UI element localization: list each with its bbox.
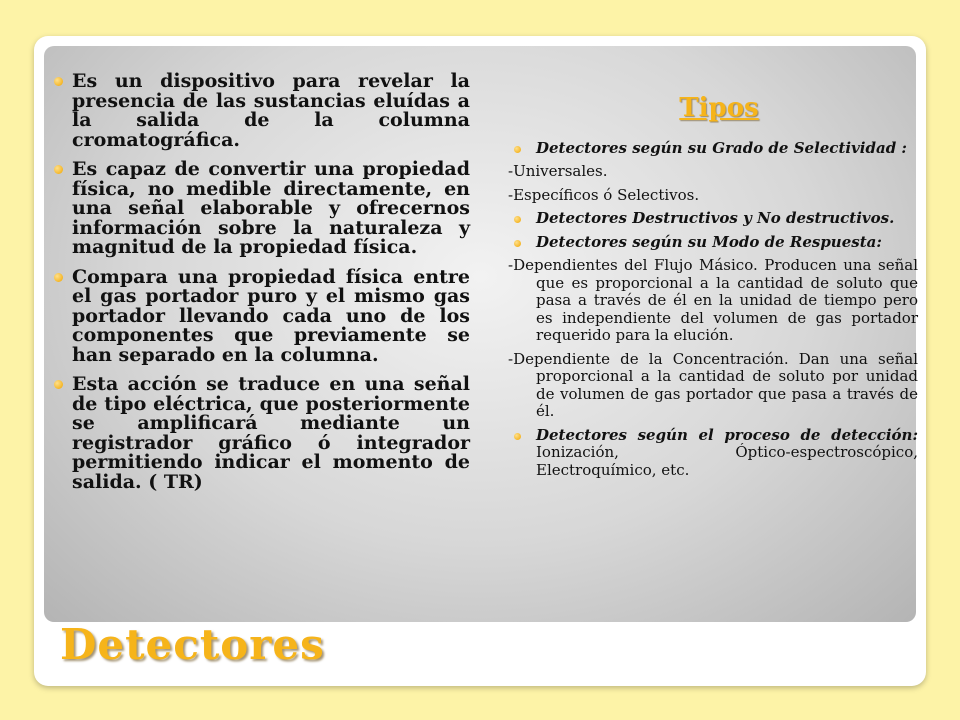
bullet-dot-icon	[514, 216, 521, 223]
right-bullet-respuesta	[508, 234, 918, 252]
right-bullet-text: Detectores Destructivos y No destructivos.	[536, 209, 895, 227]
left-bullet-item	[52, 265, 470, 366]
left-bullet-text: Esta acción se traduce en una señal de tipo eléctrica, que posteriormente se amplificará mediante un registrador gráfico ó integrador permitiendo indicar el momento de salida. ( TR)	[72, 373, 470, 493]
left-column	[52, 72, 470, 502]
bullet-dot-icon	[514, 240, 521, 247]
right-bullet-text: Detectores según su Grado de Selectividad :	[536, 138, 907, 157]
bullet-dot-icon	[514, 433, 521, 440]
bullet-dot-icon	[54, 380, 63, 389]
right-bullet-text: Detectores según su Modo de Respuesta:	[536, 232, 882, 251]
right-bullet-label: Detectores según el proceso de detección:	[536, 425, 918, 444]
line-universales: -Universales.	[508, 162, 608, 180]
left-bullet-item	[52, 72, 470, 150]
line-especificos: -Específicos ó Selectivos.	[508, 185, 700, 204]
right-bullet-text: Ionización, Óptico-espectroscópico, Electroquímico, etc.	[536, 443, 918, 479]
left-bullet-list	[52, 72, 470, 492]
bullet-dot-icon	[514, 146, 521, 153]
left-bullet-text: Es un dispositivo para revelar la presencia de las sustancias eluídas a la salida de la columna cromatográfica.	[72, 70, 470, 151]
tipos-heading: Tipos	[679, 93, 759, 123]
slide-title: Detectores	[60, 620, 325, 669]
right-bullet-selectividad	[508, 140, 918, 158]
left-bullet-item	[52, 160, 470, 258]
right-bullet-deteccion	[508, 427, 918, 480]
bullet-dot-icon	[54, 273, 63, 282]
right-bullet-destructivos	[508, 210, 918, 228]
left-bullet-text: Compara una propiedad física entre el gas portador puro y el mismo gas portador llevando cada uno de los componentes que previamente se han separado en la columna.	[72, 265, 470, 366]
left-bullet-item	[52, 375, 470, 492]
bullet-dot-icon	[54, 165, 63, 174]
para-flujo-masico: -Dependientes del Flujo Másico. Producen una señal que es proporcional a la cantidad de soluto que pasa a través de él en la unidad de tiempo pero es independiente del volumen de gas portador requerido para la elución.	[508, 256, 918, 344]
bullet-dot-icon	[54, 77, 63, 86]
para-concentracion: -Dependiente de la Concentración. Dan una señal proporcional a la cantidad de soluto por unidad de volumen de gas portador que pasa a través de él.	[508, 349, 918, 420]
left-bullet-text: Es capaz de convertir una propiedad física, no medible directamente, en una señal elaborable y ofrecernos información sobre la naturaleza y magnitud de la propiedad física.	[72, 158, 470, 258]
right-column	[508, 93, 918, 485]
